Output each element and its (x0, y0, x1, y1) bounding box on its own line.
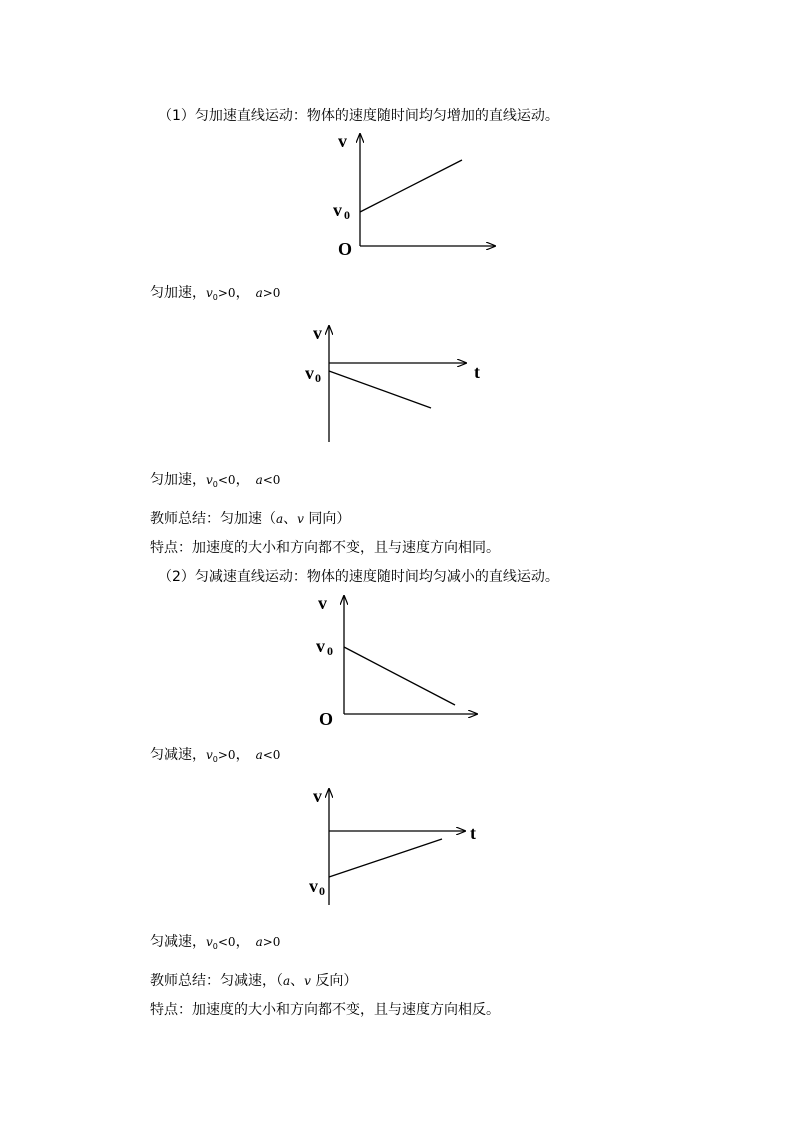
t-axis-label: t (474, 362, 480, 382)
section2-heading: （2）匀减速直线运动：物体的速度随时间均匀减小的直线运动。 (158, 569, 559, 585)
y-axis-label: v (338, 131, 347, 151)
caption-2b: 匀减速，$v_0<0$， a>0 (150, 934, 281, 951)
v0-label: v (309, 876, 318, 896)
velocity-line (360, 160, 462, 212)
v0-label: v (316, 636, 325, 656)
caption-2a: 匀减速，$v_0>0$， a<0 (150, 747, 281, 764)
feature-1: 特点：加速度的大小和方向都不变，且与速度方向相同。 (150, 540, 500, 556)
caption-1a: 匀加速，$v_0>0$， a>0 (150, 285, 281, 302)
y-axis-label: v (318, 593, 327, 613)
v0-label: v (333, 200, 342, 220)
caption-1b: 匀加速，$v_0<0$， a<0 (150, 472, 281, 489)
section1-heading: （1）匀加速直线运动：物体的速度随时间均匀增加的直线运动。 (158, 108, 559, 124)
origin-label: O (338, 239, 353, 259)
y-axis-label: v (313, 786, 322, 806)
v0-label-sub: 0 (344, 208, 350, 222)
summary-2: 教师总结：匀减速，（a、v 反向） (150, 973, 358, 989)
velocity-line (329, 371, 431, 408)
y-axis-label: v (313, 323, 322, 343)
graph-uniform-deceleration-positive (312, 590, 492, 730)
graph-uniform-deceleration-negative (300, 785, 495, 910)
t-axis-label: t (470, 823, 476, 843)
v0-label-sub: 0 (327, 644, 333, 658)
graph-uniform-acceleration-positive (325, 128, 515, 263)
v0-label: v (305, 363, 314, 383)
origin-label: O (319, 709, 334, 729)
v0-label-sub: 0 (319, 884, 325, 898)
feature-2: 特点：加速度的大小和方向都不变，且与速度方向相反。 (150, 1002, 500, 1018)
summary-1: 教师总结：匀加速（a、v 同向） (150, 511, 351, 527)
v0-label-sub: 0 (315, 371, 321, 385)
graph-uniform-acceleration-negative (298, 322, 498, 447)
velocity-line (329, 839, 442, 877)
velocity-line (344, 647, 455, 705)
